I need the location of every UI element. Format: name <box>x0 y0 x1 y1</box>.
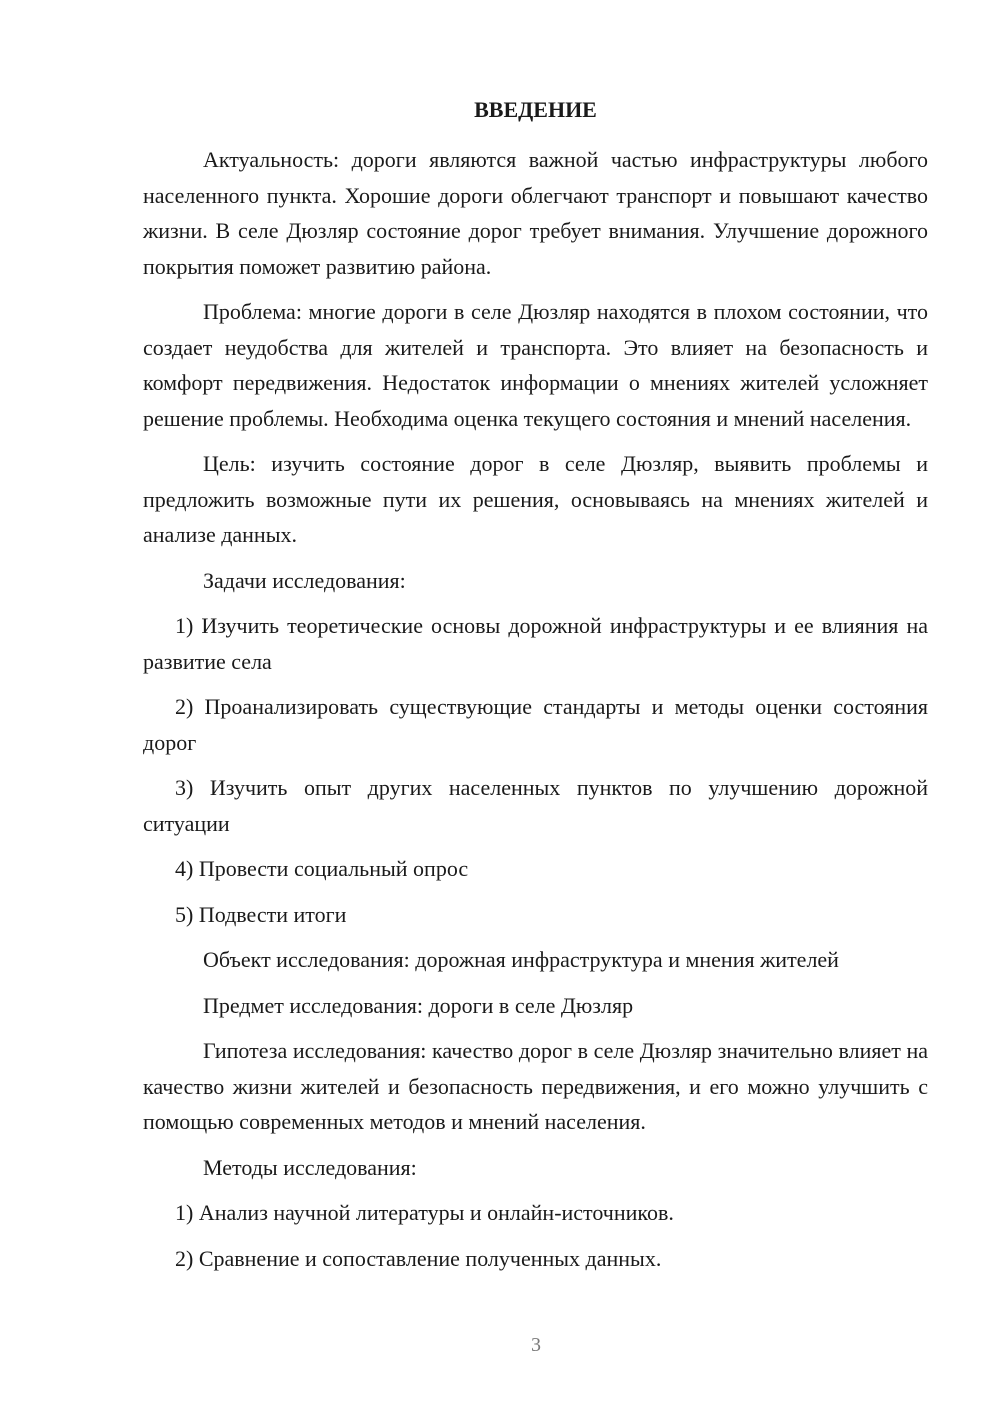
goal-paragraph: Цель: изучить состояние дорог в селе Дюзляр, выявить проблемы и предложить возможные пути их решения, основываясь на мнениях жителей и анализе данных. <box>143 451 928 547</box>
hypothesis-paragraph: Гипотеза исследования: качество дорог в селе Дюзляр значительно влияет на качество жизни жителей и безопасность передвижения, и его можно улучшить с помощью современных методов и мнений населения. <box>143 1038 928 1134</box>
task-item-2: 2) Проанализировать существующие стандарты и методы оценки состояния дорог <box>143 694 928 755</box>
task-item-3: 3) Изучить опыт других населенных пунктов по улучшению дорожной ситуации <box>143 775 928 836</box>
page-number: 3 <box>531 1334 541 1356</box>
problem-paragraph: Проблема: многие дороги в селе Дюзляр находятся в плохом состоянии, что создает неудобства для жителей и транспорта. Это влияет на безопасность и комфорт передвижения. Недостаток информации о мнениях жителей усложняет решение проблемы. Необходима оценка текущего состояния и мнений населения. <box>143 299 928 431</box>
task-item-4: 4) Провести социальный опрос <box>175 856 469 881</box>
method-item-2: 2) Сравнение и сопоставление полученных данных. <box>175 1245 662 1271</box>
section-title: ВВЕДЕНИЕ <box>474 97 597 122</box>
task-item-1: 1) Изучить теоретические основы дорожной инфраструктуры и ее влияния на развитие села <box>143 613 928 674</box>
methods-heading: Методы исследования: <box>203 1154 417 1180</box>
tasks-heading: Задачи исследования: <box>203 567 406 593</box>
object-paragraph: Объект исследования: дорожная инфраструктура и мнения жителей <box>203 947 839 972</box>
relevance-paragraph: Актуальность: дороги являются важной частью инфраструктуры любого населенного пункта. Хорошие дороги облегчают транспорт и повышают качество жизни. В селе Дюзляр состояние дорог требует внимания. Улучшение дорожного покрытия поможет развитию района. <box>143 147 928 279</box>
subject-paragraph: Предмет исследования: дороги в селе Дюзляр <box>203 992 634 1018</box>
document-body <box>143 142 928 1286</box>
task-item-5: 5) Подвести итоги <box>175 901 347 927</box>
method-item-1: 1) Анализ научной литературы и онлайн-источников. <box>175 1200 674 1225</box>
